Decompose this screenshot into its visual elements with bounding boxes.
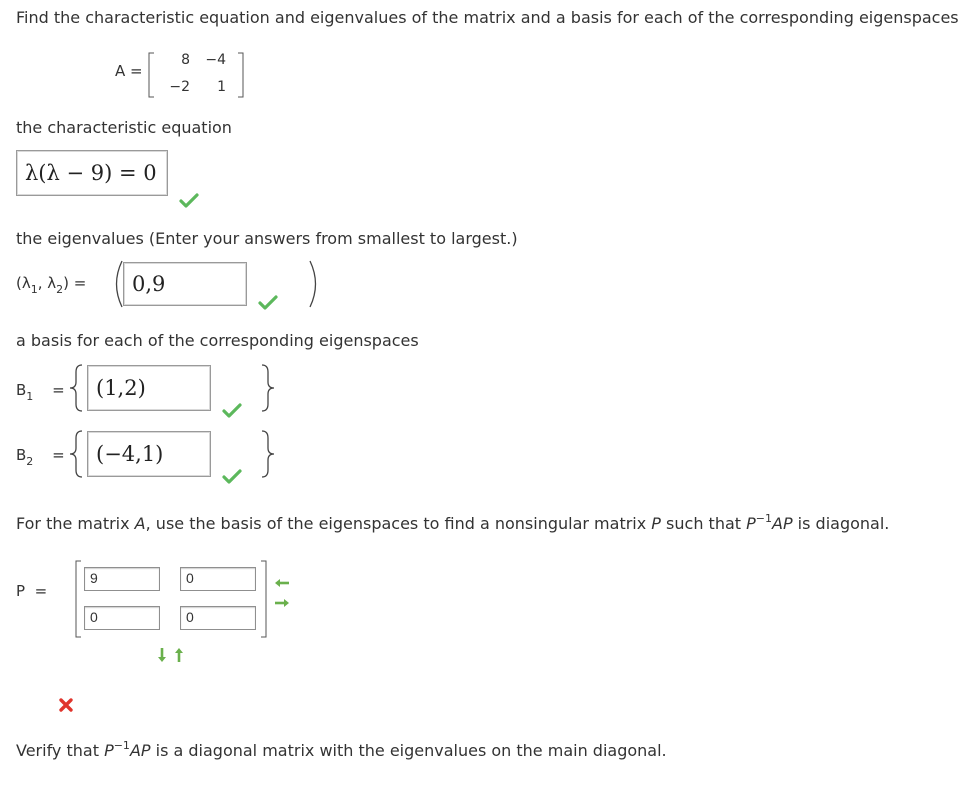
verify-var: P [104, 741, 114, 760]
matrix-a-cell: 8 [181, 52, 190, 68]
char-eq-label: the characteristic equation [16, 118, 232, 137]
b2-eq: = [52, 446, 65, 464]
open-brace [68, 364, 84, 412]
check-icon [259, 296, 277, 310]
p-label: P = [16, 582, 48, 600]
eigenvalues-sub: 2 [56, 283, 64, 296]
diag-prompt [16, 514, 889, 533]
b1-eq: = [52, 381, 65, 399]
remove-row-arrow-icon[interactable] [274, 578, 290, 588]
diag-prompt-text: For the matrix [16, 514, 135, 533]
diag-prompt-var: P [746, 514, 756, 533]
diag-prompt-text: such that [660, 514, 747, 533]
matrix-a-label: A = [115, 62, 143, 80]
add-column-arrow-icon[interactable] [157, 647, 167, 663]
check-icon [223, 404, 241, 418]
close-paren [308, 260, 322, 308]
p-cell-input[interactable]: 0 [180, 606, 256, 630]
diag-prompt-var: AP [772, 514, 793, 533]
eigenvalues-lhs-text: ) = [63, 274, 87, 292]
matrix-a-cell: −2 [169, 79, 190, 95]
question-prompt: Find the characteristic equation and eigenvalues of the matrix and a basis for each of the corresponding eigenspaces [16, 8, 959, 27]
close-brace [260, 430, 276, 478]
cross-icon [59, 698, 73, 712]
remove-column-arrow-icon[interactable] [174, 647, 184, 663]
eigenvalues-lhs-text: (λ [16, 274, 31, 292]
b1-letter: B [16, 381, 27, 399]
verify-var: AP [129, 741, 151, 760]
char-eq-input[interactable]: λ(λ − 9) = 0 [16, 150, 168, 196]
open-paren [110, 260, 124, 308]
b1-input[interactable]: (1,2) [87, 365, 211, 411]
diag-prompt-var: A [134, 514, 146, 533]
close-brace [260, 364, 276, 412]
eigenvalues-input[interactable]: 0,9 [123, 262, 247, 306]
check-icon [223, 470, 241, 484]
verify-text-part: is a diagonal matrix with the eigenvalues on the main diagonal. [150, 741, 667, 760]
b2-letter: B [16, 446, 27, 464]
matrix-a-cell: −4 [205, 52, 226, 68]
verify-text-part: Verify that [16, 741, 105, 760]
verify-text [16, 741, 667, 760]
b2-label [16, 446, 65, 468]
open-brace [68, 430, 84, 478]
b1-sub: 1 [26, 390, 34, 403]
diag-prompt-var: P [651, 514, 661, 533]
b2-input[interactable]: (−4,1) [87, 431, 211, 477]
add-row-arrow-icon[interactable] [274, 598, 290, 608]
verify-sup: −1 [113, 739, 130, 752]
eigenvalues-lhs-text: , λ [37, 274, 57, 292]
matrix-a-cell: 1 [217, 79, 226, 95]
check-icon [180, 194, 198, 208]
p-cell-input[interactable]: 0 [180, 567, 256, 591]
eigenvalues-sub: 1 [30, 283, 38, 296]
b2-sub: 2 [26, 455, 34, 468]
basis-label: a basis for each of the corresponding eigenspaces [16, 331, 419, 350]
diag-prompt-sup: −1 [755, 512, 772, 525]
eigenvalues-label: the eigenvalues (Enter your answers from smallest to largest.) [16, 229, 518, 248]
p-cell-input[interactable]: 9 [84, 567, 160, 591]
eigenvalues-lhs [16, 274, 87, 296]
diag-prompt-text: , use the basis of the eigenspaces to find a nonsingular matrix [145, 514, 652, 533]
diag-prompt-text: is diagonal. [792, 514, 890, 533]
b1-label [16, 381, 65, 403]
p-cell-input[interactable]: 0 [84, 606, 160, 630]
